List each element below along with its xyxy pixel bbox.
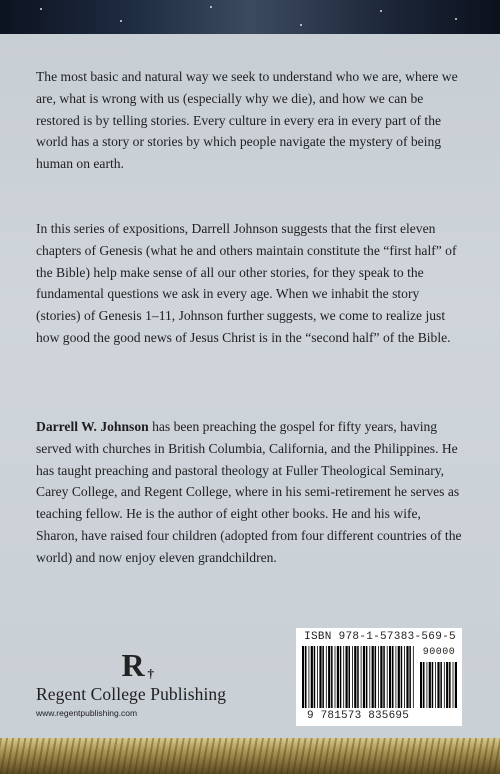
barcode-bar [420, 662, 422, 708]
barcode-bar [314, 646, 316, 708]
barcode-bar [449, 662, 451, 708]
star [455, 18, 457, 20]
blurb-paragraph-1 [36, 66, 466, 175]
cross-icon: † [147, 666, 154, 681]
publisher-url: www.regentpublishing.com [36, 708, 138, 718]
star [120, 20, 122, 22]
isbn-barcode [296, 628, 462, 726]
barcode-bar [349, 646, 351, 708]
barcode-bar [340, 646, 342, 708]
barcode-bar [444, 662, 445, 708]
barcode-bar [396, 646, 397, 708]
author-bio-text: has been preaching the gospel for fifty years, having served with churches in British Columbia, California, and the Philippines. He has taught preaching and pastoral theology at Fuller Theological Seminary, Carey College, and Regent College, where in his semi-retirement he serves as teaching fellow. He is the author of eight other books. He and his wife, Sharon, have raised four children (adopted from four different countries of the world) and now enjoy eleven grandchildren. [36, 419, 462, 565]
barcode-bar [446, 662, 448, 708]
barcode-bar [453, 662, 454, 708]
barcode-bar [309, 646, 310, 708]
barcode-bar [427, 662, 428, 708]
barcode-bar [387, 646, 388, 708]
barcode-bar [401, 646, 403, 708]
barcode-bar [435, 662, 436, 708]
barcode-bar [317, 646, 318, 708]
barcode-bar [429, 662, 431, 708]
star [380, 10, 382, 12]
barcode-digits: 9 781573 835695 [306, 710, 410, 722]
paragraph-text [36, 416, 466, 569]
barcode-bar [328, 646, 330, 708]
barcode-bar [378, 646, 379, 708]
barcode-bar [352, 646, 353, 708]
barcode-bar [335, 646, 336, 708]
logo-mark-letter: R [121, 647, 145, 683]
barcode-bar [361, 646, 362, 708]
barcode-bar [354, 646, 356, 708]
barcode-bar [363, 646, 365, 708]
barcode-bar [380, 646, 382, 708]
barcode-bar [319, 646, 321, 708]
barcode-bar [413, 646, 414, 708]
barcode-bar [406, 646, 408, 708]
paragraph-text: In this series of expositions, Darrell Johnson suggests that the first eleven chapters of Genesis (what he and others maintain constitute the “first half” of the Bible) help make sense of all our other stories, for they speak to the fundamental questions we ask in every age. When we inhabit the story (stories) of Genesis 1–11, Johnson further suggests, we come to realize just how good the good news of Jesus Christ is in the “second half” of the Bible. [36, 221, 457, 345]
grass-field-band [0, 738, 500, 774]
publisher-r-cross-icon [118, 647, 154, 683]
barcode-bar [369, 646, 370, 708]
barcode-bar [343, 646, 344, 708]
star [300, 24, 302, 26]
barcode-bar [331, 646, 333, 708]
barcode-bar [455, 662, 457, 708]
barcode-bar [409, 646, 411, 708]
barcode-bar [326, 646, 327, 708]
blurb-paragraph-2 [36, 218, 466, 349]
publisher-name: Regent College Publishing [36, 684, 227, 704]
barcode-bar [392, 646, 394, 708]
barcode-bar [322, 646, 324, 708]
barcode-bar [337, 646, 339, 708]
author-name: Darrell W. Johnson [36, 419, 149, 434]
barcode-bar [311, 646, 313, 708]
barcode-bar [375, 646, 377, 708]
barcode-bar [383, 646, 385, 708]
star [40, 8, 42, 10]
night-sky-band [0, 0, 500, 34]
barcode-bar [302, 646, 304, 708]
barcode-bar [398, 646, 400, 708]
barcode-bar [423, 662, 425, 708]
author-bio-paragraph [36, 416, 466, 569]
paragraph-text: The most basic and natural way we seek to understand who we are, where we are, what is wrong with us (especially why we die), and how we can be restored is by telling stories. Every culture in every era in every part of the world has a story or stories by which people navigate the mystery of being human on earth. [36, 69, 458, 172]
barcode-bar [357, 646, 359, 708]
barcode-bar [432, 662, 434, 708]
barcode-bar [404, 646, 405, 708]
barcode-bar [389, 646, 391, 708]
barcode-addon-label: 90000 [422, 647, 456, 658]
barcode-bar [372, 646, 374, 708]
star [210, 6, 212, 8]
barcode-bars-main [302, 646, 414, 708]
isbn-label: ISBN 978-1-57383-569-5 [304, 631, 456, 643]
barcode-bar [440, 662, 442, 708]
barcode-bar [305, 646, 307, 708]
barcode-bar [346, 646, 348, 708]
barcode-bars-addon [420, 662, 458, 708]
barcode-bar [437, 662, 439, 708]
barcode-bar [366, 646, 368, 708]
